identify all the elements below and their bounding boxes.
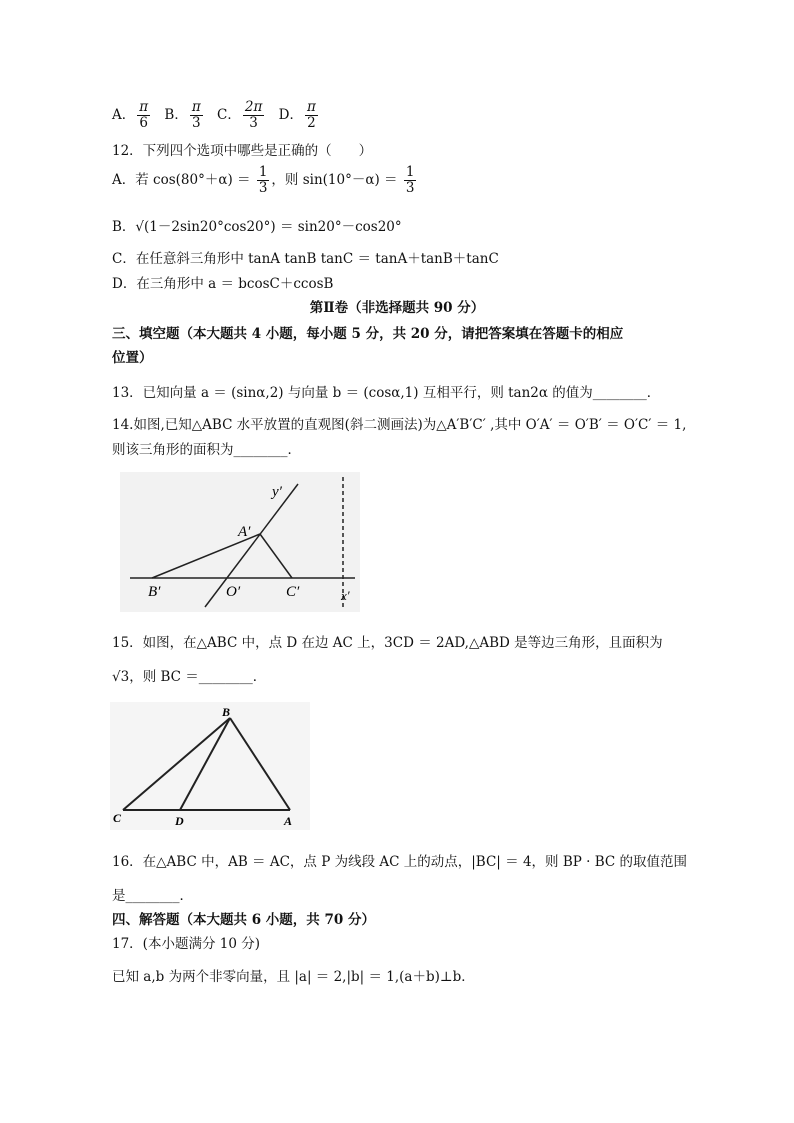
label-c: C [113, 811, 122, 825]
q12-stem: 12．下列四个选项中哪些是正确的（ ） [112, 143, 373, 159]
label-c-prime: C′ [286, 584, 300, 600]
label-a-prime: A′ [238, 524, 251, 540]
label-x-prime: x′ [341, 588, 350, 603]
q11-option-a: A． $\frac{\pi}{6}$ [112, 99, 149, 131]
q11-option-c: C． $\frac{2\pi}{3}$ [217, 99, 263, 131]
q15-text: 15．如图，在△ABC 中，点 D 在边 AC 上，3CD ＝ 2AD,△ABD 是等边三角形，且面积为 [112, 635, 663, 651]
q12-option-b: B．√(1－2sin20°cos20°) ＝ sin20°－cos20° [112, 219, 402, 235]
q12-option-d: D．在三角形中 a ＝ bcosC＋ccosB [112, 276, 334, 292]
figure-15-triangle [110, 702, 310, 830]
q14-text: 14.如图,已知△ABC 水平放置的直观图(斜二测画法)为△A′B′C′ ,其中 O′A′ ＝ O′B′ ＝ O′C′ ＝ 1, [112, 417, 687, 433]
part2-title: 第Ⅱ卷（非选择题共 90 分） [309, 300, 485, 316]
label-b: B [222, 705, 231, 719]
section3-heading: 三、填空题（本大题共 4 小题，每小题 5 分，共 20 分，请把答案填在答题卡的相应 [112, 326, 624, 342]
q17-heading: 17．(本小题满分 10 分) [112, 936, 260, 952]
label-d: D [175, 814, 184, 828]
label-y-prime: y′ [272, 484, 282, 500]
label-a: A [284, 814, 293, 828]
section4-heading: 四、解答题（本大题共 6 小题，共 70 分） [112, 912, 375, 928]
q12-option-a: A．若 cos(80°＋α) ＝ $\frac{1}{3}$ ，则 sin(10°－α) ＝ $\frac{1}{3}$ [112, 164, 415, 196]
q12-option-c: C．在任意斜三角形中 tanA tanB tanC ＝ tanA＋tanB＋tanC [112, 251, 499, 267]
q16-text-cont: 是________． [112, 888, 193, 904]
label-o-prime: O′ [226, 584, 241, 600]
q14-text-cont: 则该三角形的面积为________． [112, 442, 301, 458]
q11-option-b: B． $\frac{\pi}{3}$ [164, 99, 201, 131]
label-b-prime: B′ [148, 584, 161, 600]
q13-text: 13．已知向量 a ＝ (sinα,2) 与向量 b ＝ (cosα,1) 互相平行，则 tan2α 的值为________． [112, 385, 661, 401]
q17-body: 已知 a,b 为两个非零向量，且 |a| ＝ 2,|b| ＝ 1,(a＋b)⊥b． [112, 969, 475, 985]
q15-text-cont: √3，则 BC ＝________． [112, 669, 267, 685]
figure-14-oblique-triangle [120, 472, 360, 612]
q11-option-d: D． $\frac{\pi}{2}$ [278, 99, 316, 131]
q16-text: 16．在△ABC 中，AB ＝ AC，点 P 为线段 AC 上的动点，|BC| ＝ 4，则 BP · BC 的取值范围 [112, 854, 687, 870]
q11-options [112, 100, 328, 131]
section3-heading-cont: 位置） [112, 350, 153, 366]
